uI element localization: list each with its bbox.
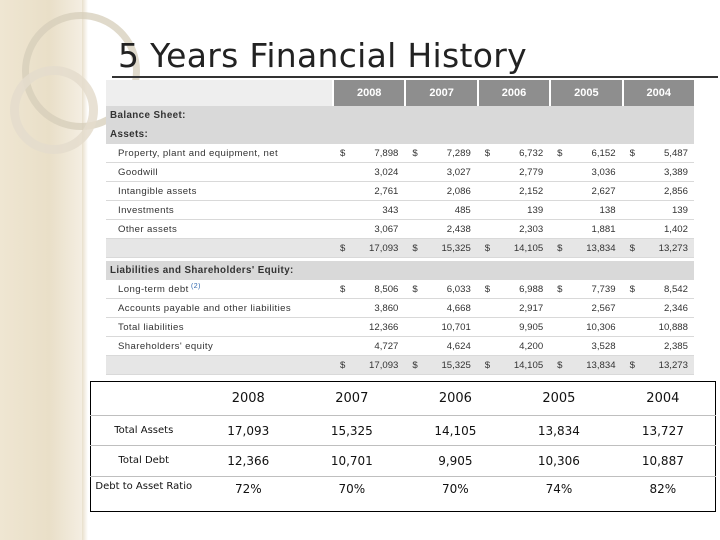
- value-cell: [622, 243, 694, 254]
- currency-symbol: [630, 341, 638, 352]
- value-cell: [477, 360, 549, 371]
- currency-symbol: [485, 303, 493, 314]
- currency-symbol: $: [557, 283, 563, 295]
- value-text: 2,086: [446, 185, 471, 197]
- summary-cell: 82%: [649, 481, 677, 496]
- value-cell: [404, 167, 476, 178]
- currency-symbol: $: [340, 242, 346, 254]
- decorative-ring: [10, 66, 98, 154]
- value-cell: [622, 205, 694, 216]
- summary-cell: 70%: [442, 481, 469, 496]
- value-text: 2,346: [663, 302, 688, 314]
- currency-symbol: [412, 224, 420, 235]
- row-label: [106, 167, 332, 178]
- currency-symbol: [557, 205, 565, 216]
- currency-symbol: [340, 303, 348, 314]
- value-text: 139: [671, 204, 688, 216]
- currency-symbol: [630, 186, 638, 197]
- row-label-text: Property, plant and equipment, net: [118, 147, 279, 159]
- value-text: 3,067: [374, 223, 399, 235]
- value-text: 6,988: [519, 283, 544, 295]
- currency-symbol: $: [629, 359, 635, 371]
- footnote-marker: (2): [188, 282, 201, 290]
- liabilities-rows: [106, 280, 694, 356]
- currency-symbol: $: [412, 283, 418, 295]
- currency-symbol: [557, 322, 565, 333]
- sheet-row: [106, 201, 694, 220]
- value-cell: [404, 205, 476, 216]
- value-text: 2,917: [519, 302, 544, 314]
- value-text: 13,834: [586, 359, 616, 371]
- summary-cell: 14,105: [404, 416, 508, 446]
- summary-cell: 70%: [338, 481, 366, 496]
- value-text: 15,325: [441, 359, 471, 371]
- row-label: [106, 341, 332, 352]
- summary-cell: 17,093: [197, 416, 301, 446]
- value-cell: [332, 284, 404, 295]
- value-cell: [332, 322, 404, 333]
- row-label-text: Intangible assets: [118, 185, 197, 197]
- value-text: 14,105: [513, 242, 544, 254]
- title-underline: [112, 76, 718, 78]
- currency-symbol: [557, 167, 565, 178]
- summary-row-total-assets: [91, 416, 716, 446]
- sheet-row: [106, 318, 694, 337]
- year-header: 2007: [404, 80, 476, 106]
- currency-symbol: [340, 341, 348, 352]
- currency-symbol: $: [629, 147, 635, 159]
- currency-symbol: [630, 167, 638, 178]
- assets-rows: [106, 144, 694, 239]
- currency-symbol: [340, 167, 348, 178]
- currency-symbol: [340, 322, 348, 333]
- summary-cell: 10,887: [611, 446, 716, 476]
- value-text: 3,528: [591, 340, 616, 352]
- assets-total-row: [106, 239, 694, 258]
- value-text: 7,289: [446, 147, 471, 159]
- sheet-row: [106, 163, 694, 182]
- value-text: 5,487: [663, 147, 688, 159]
- total-cells: [332, 360, 694, 371]
- value-text: 3,860: [374, 302, 399, 314]
- currency-symbol: [412, 186, 420, 197]
- value-cell: [404, 186, 476, 197]
- value-text: 8,542: [663, 283, 688, 295]
- summary-row-debt-ratio: [91, 476, 716, 511]
- value-cell: [549, 148, 621, 159]
- section-label: Liabilities and Shareholders' Equity:: [110, 264, 294, 276]
- value-cell: [477, 224, 549, 235]
- currency-symbol: $: [340, 283, 346, 295]
- value-text: 2,152: [519, 185, 544, 197]
- value-cell: [477, 322, 549, 333]
- summary-cell: 15,325: [300, 416, 404, 446]
- row-label-text: Investments: [118, 204, 175, 216]
- currency-symbol: $: [629, 242, 635, 254]
- summary-cell: 12,366: [197, 446, 301, 476]
- value-text: 14,105: [513, 359, 544, 371]
- value-cell: [549, 205, 621, 216]
- summary-cell: 72%: [234, 481, 262, 496]
- value-text: 3,036: [591, 166, 616, 178]
- value-cell: [622, 148, 694, 159]
- value-text: 15,325: [441, 242, 471, 254]
- section-row: [106, 261, 694, 280]
- value-text: 3,389: [663, 166, 688, 178]
- value-cell: [622, 186, 694, 197]
- value-cell: [404, 303, 476, 314]
- summary-year: 2005: [507, 382, 611, 416]
- value-text: 2,761: [374, 185, 399, 197]
- summary-cell: 10,306: [507, 446, 611, 476]
- value-text: 3,024: [374, 166, 399, 178]
- currency-symbol: [412, 303, 420, 314]
- currency-symbol: $: [412, 147, 418, 159]
- currency-symbol: [557, 186, 565, 197]
- value-cell: [477, 341, 549, 352]
- value-cell: [622, 284, 694, 295]
- value-cell: [477, 243, 549, 254]
- currency-symbol: [485, 341, 493, 352]
- currency-symbol: [557, 303, 565, 314]
- currency-symbol: [630, 205, 638, 216]
- value-text: 2,627: [591, 185, 616, 197]
- value-text: 7,739: [591, 283, 616, 295]
- currency-symbol: $: [557, 147, 563, 159]
- value-cell: [404, 341, 476, 352]
- value-cell: [477, 167, 549, 178]
- slide-title: 5 Years Financial History: [118, 36, 527, 75]
- currency-symbol: [485, 322, 493, 333]
- value-cell: [332, 243, 404, 254]
- section-row: [106, 125, 694, 144]
- row-label: [106, 303, 332, 314]
- summary-row-label: Debt to Asset Ratio: [95, 480, 193, 492]
- value-cell: [332, 224, 404, 235]
- balance-sheet-header: [106, 80, 694, 106]
- value-cell: [404, 224, 476, 235]
- value-cell: [622, 322, 694, 333]
- liab-total-row: [106, 356, 694, 375]
- currency-symbol: $: [629, 283, 635, 295]
- value-text: 10,888: [658, 321, 688, 333]
- summary-row-label: Total Assets: [91, 416, 197, 446]
- currency-symbol: $: [412, 242, 418, 254]
- row-label: [106, 186, 332, 197]
- year-header: 2004: [622, 80, 694, 106]
- value-cell: [332, 341, 404, 352]
- currency-symbol: [340, 224, 348, 235]
- value-text: 8,506: [374, 283, 399, 295]
- row-label: [106, 283, 332, 295]
- currency-symbol: [412, 322, 420, 333]
- value-text: 10,306: [586, 321, 616, 333]
- year-header: 2005: [549, 80, 621, 106]
- section-row: [106, 106, 694, 125]
- currency-symbol: $: [484, 242, 491, 254]
- year-header: 2006: [477, 80, 549, 106]
- currency-symbol: [412, 167, 420, 178]
- currency-symbol: [630, 303, 638, 314]
- value-cell: [549, 224, 621, 235]
- value-cell: [404, 360, 476, 371]
- summary-cell: 9,905: [404, 446, 508, 476]
- value-text: 17,093: [369, 359, 399, 371]
- row-label: [106, 148, 332, 159]
- summary-cell: 10,701: [300, 446, 404, 476]
- value-text: 4,668: [446, 302, 471, 314]
- section-label: Balance Sheet:: [110, 109, 186, 121]
- sheet-row: [106, 144, 694, 163]
- value-text: 485: [454, 204, 471, 216]
- currency-symbol: $: [412, 359, 418, 371]
- sheet-row: [106, 182, 694, 201]
- year-header: 2008: [332, 80, 404, 106]
- value-text: 9,905: [519, 321, 544, 333]
- currency-symbol: [485, 186, 493, 197]
- currency-symbol: [412, 205, 420, 216]
- summary-corner: [91, 382, 197, 416]
- value-cell: [332, 303, 404, 314]
- value-cell: [549, 341, 621, 352]
- value-text: 6,152: [591, 147, 616, 159]
- currency-symbol: [557, 341, 565, 352]
- value-text: 17,093: [369, 242, 399, 254]
- value-cell: [404, 322, 476, 333]
- value-cell: [404, 243, 476, 254]
- summary-cell: 13,727: [611, 416, 716, 446]
- value-text: 13,273: [658, 359, 688, 371]
- currency-symbol: $: [484, 359, 491, 371]
- value-cell: [622, 360, 694, 371]
- value-cell: [622, 341, 694, 352]
- currency-symbol: [485, 205, 493, 216]
- balance-sheet-image: [106, 80, 694, 372]
- value-text: 10,701: [441, 321, 471, 333]
- value-text: 1,402: [663, 223, 688, 235]
- value-text: 1,881: [591, 223, 616, 235]
- row-label-text: Total liabilities: [118, 321, 184, 333]
- currency-symbol: [630, 322, 638, 333]
- value-cell: [332, 167, 404, 178]
- row-label-text: Goodwill: [118, 166, 158, 178]
- currency-symbol: [557, 224, 565, 235]
- value-cell: [477, 148, 549, 159]
- summary-table: [90, 381, 716, 512]
- value-cell: [549, 167, 621, 178]
- value-cell: [549, 186, 621, 197]
- row-label-text: Accounts payable and other liabilities: [118, 302, 292, 314]
- value-text: 13,834: [586, 242, 616, 254]
- value-text: 139: [527, 204, 544, 216]
- header-blank: [106, 80, 332, 106]
- value-cell: [549, 243, 621, 254]
- value-text: 2,567: [591, 302, 616, 314]
- currency-symbol: [340, 205, 348, 216]
- row-label-text: Other assets: [118, 223, 178, 235]
- value-cell: [477, 303, 549, 314]
- value-cell: [332, 205, 404, 216]
- section-label: Assets:: [110, 128, 149, 140]
- sheet-row: [106, 337, 694, 356]
- value-text: 4,200: [519, 340, 544, 352]
- value-cell: [332, 148, 404, 159]
- value-cell: [477, 186, 549, 197]
- currency-symbol: $: [557, 359, 563, 371]
- summary-cell: 13,834: [507, 416, 611, 446]
- row-label: [106, 224, 332, 235]
- value-text: 13,273: [658, 242, 688, 254]
- value-text: 2,438: [446, 223, 471, 235]
- currency-symbol: $: [340, 359, 346, 371]
- value-text: 4,624: [446, 340, 471, 352]
- currency-symbol: [485, 167, 493, 178]
- value-text: 138: [599, 204, 616, 216]
- value-cell: [549, 360, 621, 371]
- value-cell: [549, 322, 621, 333]
- value-text: 2,779: [519, 166, 544, 178]
- value-cell: [622, 303, 694, 314]
- sheet-row: [106, 220, 694, 239]
- sheet-row: [106, 299, 694, 318]
- currency-symbol: $: [340, 147, 346, 159]
- value-cell: [404, 284, 476, 295]
- value-cell: [332, 360, 404, 371]
- value-text: 6,033: [446, 283, 471, 295]
- summary-year: 2004: [611, 382, 716, 416]
- value-cell: [549, 284, 621, 295]
- value-text: 343: [382, 204, 399, 216]
- value-text: 2,856: [663, 185, 688, 197]
- value-cell: [622, 224, 694, 235]
- total-cells: [332, 243, 694, 254]
- value-cell: [404, 148, 476, 159]
- value-text: 6,732: [519, 147, 544, 159]
- row-label: [106, 205, 332, 216]
- currency-symbol: [630, 224, 638, 235]
- currency-symbol: [340, 186, 348, 197]
- currency-symbol: $: [484, 283, 491, 295]
- summary-year: 2008: [197, 382, 301, 416]
- value-cell: [477, 205, 549, 216]
- currency-symbol: [412, 341, 420, 352]
- summary-row-total-debt: [91, 446, 716, 476]
- row-label-text: Shareholders' equity: [118, 340, 214, 352]
- value-cell: [477, 284, 549, 295]
- currency-symbol: $: [557, 242, 563, 254]
- value-text: 2,303: [519, 223, 544, 235]
- value-text: 7,898: [374, 147, 399, 159]
- value-text: 4,727: [374, 340, 399, 352]
- summary-cell: 74%: [545, 481, 573, 496]
- row-label-text: Long-term debt: [118, 284, 189, 296]
- value-cell: [332, 186, 404, 197]
- summary-row-label: Total Debt: [91, 446, 197, 476]
- value-cell: [549, 303, 621, 314]
- value-text: 12,366: [369, 321, 399, 333]
- row-label: [106, 322, 332, 333]
- currency-symbol: $: [484, 147, 491, 159]
- summary-year: 2007: [300, 382, 404, 416]
- summary-header-row: [91, 382, 716, 416]
- currency-symbol: [485, 224, 493, 235]
- summary-year: 2006: [404, 382, 508, 416]
- sheet-row: [106, 280, 694, 299]
- value-cell: [622, 167, 694, 178]
- value-text: 3,027: [446, 166, 471, 178]
- value-text: 2,385: [663, 340, 688, 352]
